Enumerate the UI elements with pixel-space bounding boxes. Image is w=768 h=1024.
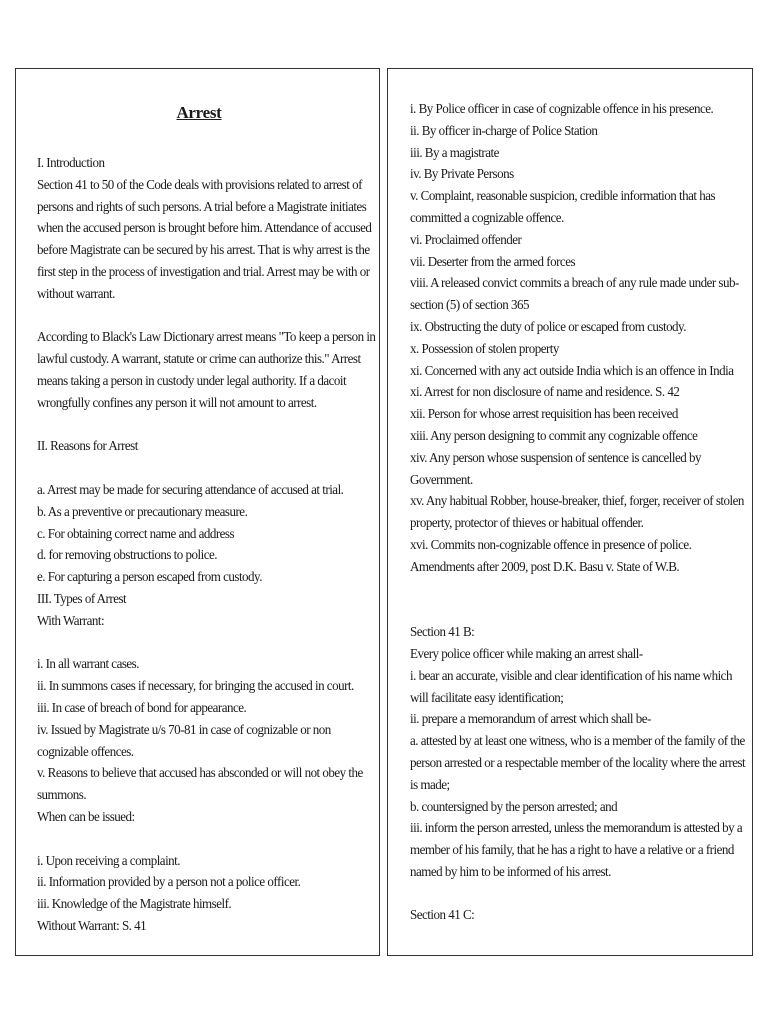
text-line: c. For obtaining correct name and address — [37, 526, 235, 542]
text-line: when the accused person is brought before him. Attendance of accused — [37, 221, 372, 237]
text-line: I. Introduction — [37, 156, 105, 171]
text-line: a. Arrest may be made for securing attendance of accused at trial. — [37, 482, 344, 498]
text-line: i. In all warrant cases. — [37, 657, 139, 673]
text-line: xvi. Commits non-cognizable offence in presence of police. — [410, 537, 692, 553]
blank-line — [410, 884, 736, 906]
text-line: iv. By Private Persons — [410, 167, 514, 183]
text-line: v. Reasons to believe that accused has absconded or will not obey the — [37, 766, 363, 782]
text-line: ii. Information provided by a person not a police officer. — [37, 875, 301, 891]
blank-line — [37, 306, 361, 328]
text-line: before Magistrate can be secured by his arrest. That is why arrest is the — [37, 243, 370, 259]
blank-line — [410, 579, 736, 601]
left-text-body — [37, 153, 376, 938]
text-line: is made; — [410, 777, 450, 793]
text-line: xiii. Any person designing to commit any cognizable offence — [410, 428, 698, 444]
text-line: xiv. Any person whose suspension of sentence is cancelled by — [410, 450, 702, 466]
text-line: member of his family, that he has a right to have a relative or a friend — [410, 843, 734, 859]
text-line: v. Complaint, reasonable suspicion, credible information that has — [410, 189, 716, 205]
text-line: b. As a preventive or precautionary measure. — [37, 504, 248, 520]
text-line: named by him to be informed of his arrest. — [410, 864, 611, 880]
text-line: ix. Obstructing the duty of police or escaped from custody. — [410, 319, 686, 335]
text-line: without warrant. — [37, 286, 115, 302]
text-line: section (5) of section 365 — [410, 298, 530, 314]
text-line: property, protector of thieves or habitual offender. — [410, 516, 644, 532]
text-line: Section 41 to 50 of the Code deals with provisions related to arrest of — [37, 177, 362, 193]
blank-line — [37, 458, 361, 480]
text-line: wrongfully confines any person it will not amount to arrest. — [37, 395, 317, 411]
text-line: lawful custody. A warrant, statute or crime can authorize this." Arrest — [37, 352, 361, 368]
text-line: With Warrant: — [37, 613, 105, 629]
text-line: III. Types of Arrest — [37, 591, 127, 607]
text-line: e. For capturing a person escaped from custody. — [37, 570, 262, 586]
text-line: Government. — [410, 472, 473, 488]
text-line: committed a cognizable offence. — [410, 210, 564, 226]
text-line: According to Black's Law Dictionary arrest means "To keep a person in — [37, 330, 376, 346]
text-line: cognizable offences. — [37, 744, 134, 760]
text-line: first step in the process of investigation and trial. Arrest may be with or — [37, 264, 370, 280]
text-line: persons and rights of such persons. A trial before a Magistrate initiates — [37, 199, 367, 215]
text-line: x. Possession of stolen property — [410, 341, 559, 357]
text-line: i. bear an accurate, visible and clear identification of his name which — [410, 668, 732, 684]
text-line: vii. Deserter from the armed forces — [410, 254, 576, 270]
text-line: iii. In case of breach of bond for appearance. — [37, 700, 247, 716]
text-line: iii. By a magistrate — [410, 145, 499, 161]
blank-line — [37, 415, 361, 437]
text-line: xi. Concerned with any act outside India which is an offence in India — [410, 363, 734, 379]
text-line: xi. Arrest for non disclosure of name and residence. S. 42 — [410, 385, 680, 401]
left-page-panel — [15, 68, 380, 956]
page-title: Arrest — [176, 103, 222, 122]
blank-line — [410, 600, 736, 622]
text-line: vi. Proclaimed offender — [410, 232, 522, 248]
text-line: b. countersigned by the person arrested; and — [410, 799, 618, 815]
text-line: Without Warrant: S. 41 — [37, 918, 147, 934]
text-line: iii. Knowledge of the Magistrate himself. — [37, 897, 232, 913]
text-line: II. Reasons for Arrest — [37, 439, 138, 455]
text-line: xii. Person for whose arrest requisition has been received — [410, 407, 678, 423]
text-line: Section 41 C: — [410, 908, 475, 924]
text-line: Section 41 B: — [410, 625, 475, 641]
text-line: xv. Any habitual Robber, house-breaker, thief, forger, receiver of stolen — [410, 494, 744, 510]
text-line: i. Upon receiving a complaint. — [37, 853, 181, 869]
text-line: iii. inform the person arrested, unless the memorandum is attested by a — [410, 821, 743, 837]
text-line: d. for removing obstructions to police. — [37, 548, 218, 564]
text-line: means taking a person in custody under legal authority. If a dacoit — [37, 373, 347, 389]
text-line: viii. A released convict commits a breach of any rule made under sub- — [410, 276, 739, 292]
text-line: Amendments after 2009, post D.K. Basu v. State of W.B. — [410, 559, 680, 575]
text-line: person arrested or a respectable member of the locality where the arrest — [410, 755, 746, 771]
text-line: i. By Police officer in case of cognizable offence in his presence. — [410, 102, 714, 117]
right-page-panel — [387, 68, 753, 956]
text-line: ii. In summons cases if necessary, for bringing the accused in court. — [37, 679, 354, 695]
right-text-body — [410, 99, 746, 927]
blank-line — [37, 633, 361, 655]
text-line: When can be issued: — [37, 809, 135, 825]
text-line: ii. By officer in-charge of Police Station — [410, 123, 598, 139]
text-line: ii. prepare a memorandum of arrest which shall be- — [410, 712, 651, 728]
text-line: Every police officer while making an arrest shall- — [410, 646, 643, 662]
blank-line — [37, 829, 361, 851]
text-line: summons. — [37, 788, 87, 804]
text-line: a. attested by at least one witness, who is a member of the family of the — [410, 734, 745, 750]
text-line: will facilitate easy identification; — [410, 690, 564, 706]
text-line: iv. Issued by Magistrate u/s 70-81 in case of cognizable or non — [37, 722, 331, 738]
